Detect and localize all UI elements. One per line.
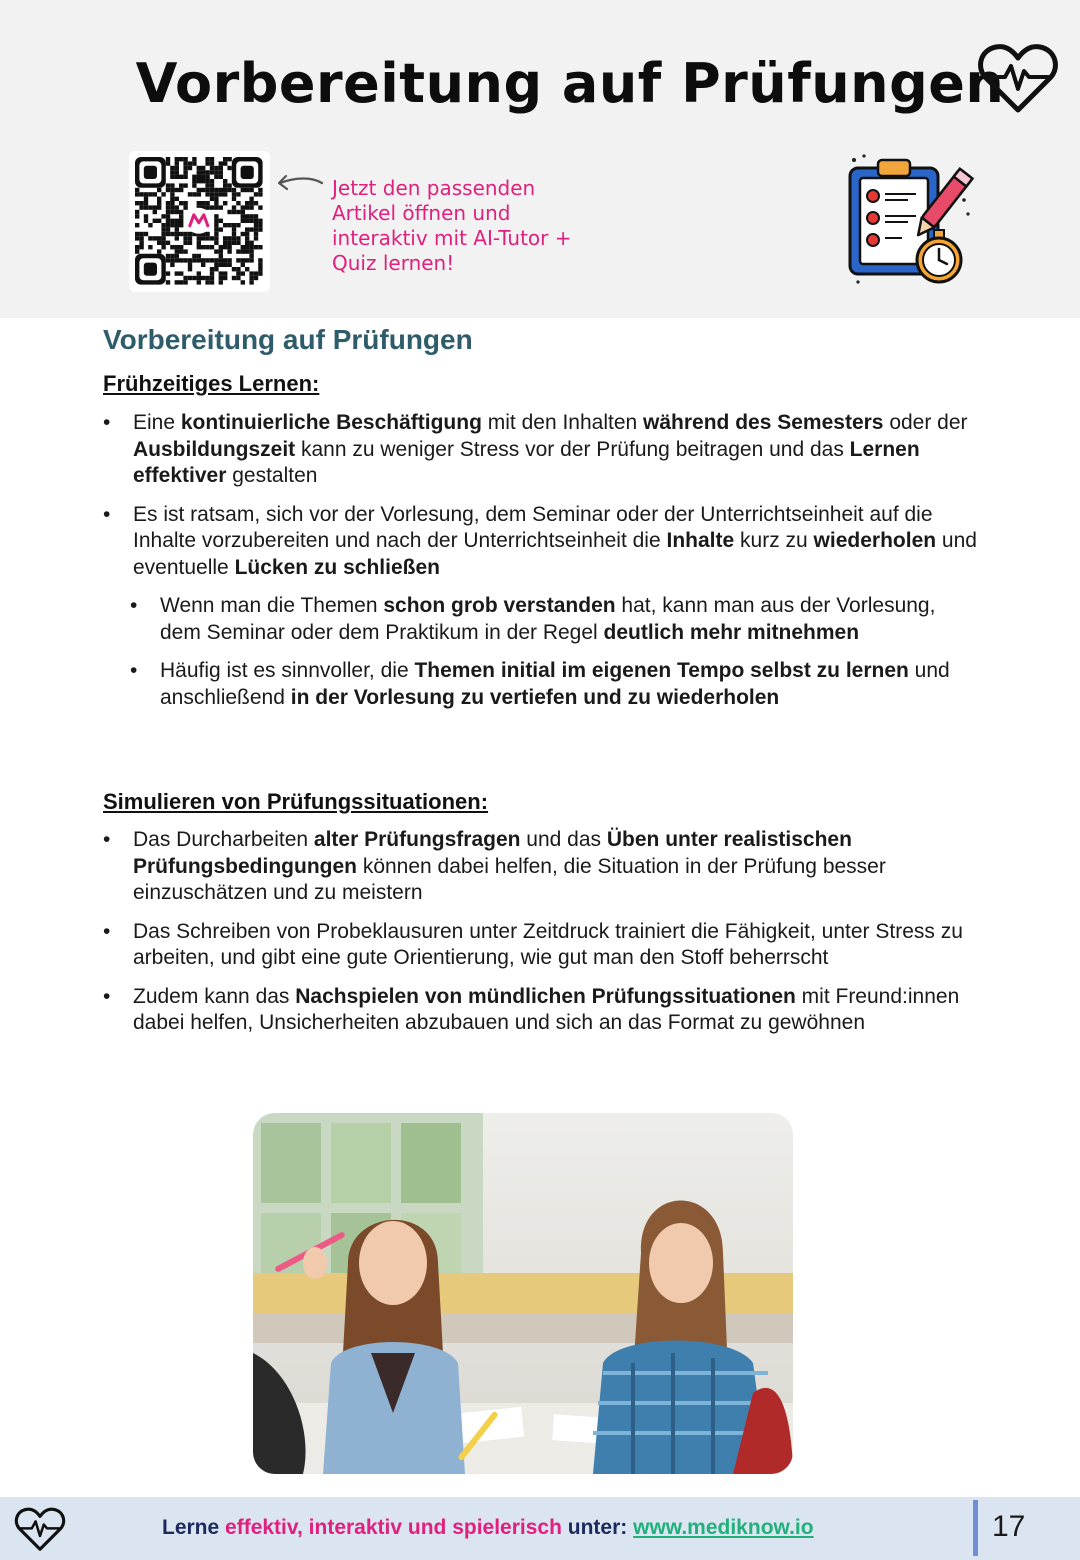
page-footer <box>0 1497 1080 1560</box>
emphasis: Lücken zu schließen <box>234 555 440 579</box>
emphasis: alter Prüfungsfragen <box>313 828 521 851</box>
footer-middle: unter <box>561 1516 621 1539</box>
emphasis: Ausbildungszeit <box>133 437 296 461</box>
emphasis: in der Vorlesung zu vertiefen und zu wiederholen <box>290 685 780 709</box>
list-item: • Das Schreiben von Probeklausuren unter Zeitdruck trainiert die Fähigkeit, unter Stress zu arbeiten, und gibt eine gute Orientierung, wie gut man den Stoff beherrscht <box>100 919 980 972</box>
emphasis: Themen initial im eigenen Tempo selbst zu lernen <box>414 659 909 682</box>
emphasis: deutlich mehr mitnehmen <box>603 620 860 644</box>
section-title: Vorbereitung auf Prüfungen <box>103 324 473 355</box>
page-number: 17 <box>992 1510 1026 1543</box>
list-item: • Es ist ratsam, sich vor der Vorlesung, dem Seminar oder der Unterrichtseinheit auf die Inhalte vorzubereiten und nach der Unterrichtseinheit die Inhalte kurz zu wiederholen und eventuelle Lücken zu schließen <box>100 502 980 582</box>
emphasis: Nachspielen von mündlichen Prüfungssituationen <box>295 984 796 1008</box>
clipboard-checklist-icon <box>840 152 980 288</box>
emphasis: während des Semesters <box>643 411 884 434</box>
qr-call-to-action: Jetzt den passenden Artikel öffnen und interaktiv mit AI-Tutor + Quiz lernen! <box>332 176 572 275</box>
subheading-exam-simulation: Simulieren von Prüfungssituationen: <box>103 789 489 814</box>
students-photo <box>253 1113 793 1474</box>
heart-pulse-icon <box>978 40 1058 116</box>
emphasis: wiederholen <box>813 529 937 552</box>
early-learning-list <box>100 410 980 723</box>
page-header <box>0 0 1080 318</box>
footer-tagline <box>162 1516 814 1540</box>
footer-prefix: Lerne <box>162 1516 226 1539</box>
sub-list-item: • Häufig ist es sinnvoller, die Themen initial im eigenen Tempo selbst zu lernen und anschließend in der Vorlesung zu vertiefen und zu wiederholen <box>100 658 980 711</box>
sub-list-item: • Wenn man die Themen schon grob verstanden hat, kann man aus der Vorlesung, dem Seminar oder dem Praktikum in der Regel deutlich mehr mitnehmen <box>100 593 980 646</box>
website-link[interactable]: www.mediknow.io <box>633 1516 814 1539</box>
footer-highlight: effektiv, interaktiv und spielerisch <box>225 1516 562 1539</box>
emphasis: Inhalte <box>666 529 735 552</box>
footer-colon: : <box>620 1516 634 1539</box>
subheading-early-learning: Frühzeitiges Lernen: <box>103 371 320 396</box>
emphasis: Üben unter realistischen Prüfungsbedingungen <box>133 828 852 878</box>
emphasis: Lernen effektiver <box>133 437 920 487</box>
emphasis: schon grob verstanden <box>383 594 616 617</box>
qr-code[interactable] <box>129 151 270 292</box>
exam-simulation-list <box>100 827 980 1049</box>
emphasis: kontinuierliche Beschäftigung <box>180 411 482 434</box>
list-item: • Zudem kann das Nachspielen von mündlichen Prüfungssituationen mit Freund:innen dabei helfen, Unsicherheiten abzubauen und sich an das Format zu gewöhnen <box>100 984 980 1037</box>
list-item: • Das Durcharbeiten alter Prüfungsfragen und das Üben unter realistischen Prüfungsbedingungen können dabei helfen, die Situation in der Prüfung besser einzuschätzen und zu meistern <box>100 827 980 907</box>
page-title: Vorbereitung auf Prüfungen <box>135 52 1005 115</box>
arrow-left-icon <box>274 172 326 194</box>
list-item: • Eine kontinuierliche Beschäftigung mit den Inhalten während des Semesters oder der Ausbildungszeit kann zu weniger Stress vor der Prüfung beitragen und das Lernen effektiver gestalten <box>100 410 980 490</box>
footer-divider <box>973 1500 978 1556</box>
heart-pulse-icon <box>14 1505 66 1553</box>
